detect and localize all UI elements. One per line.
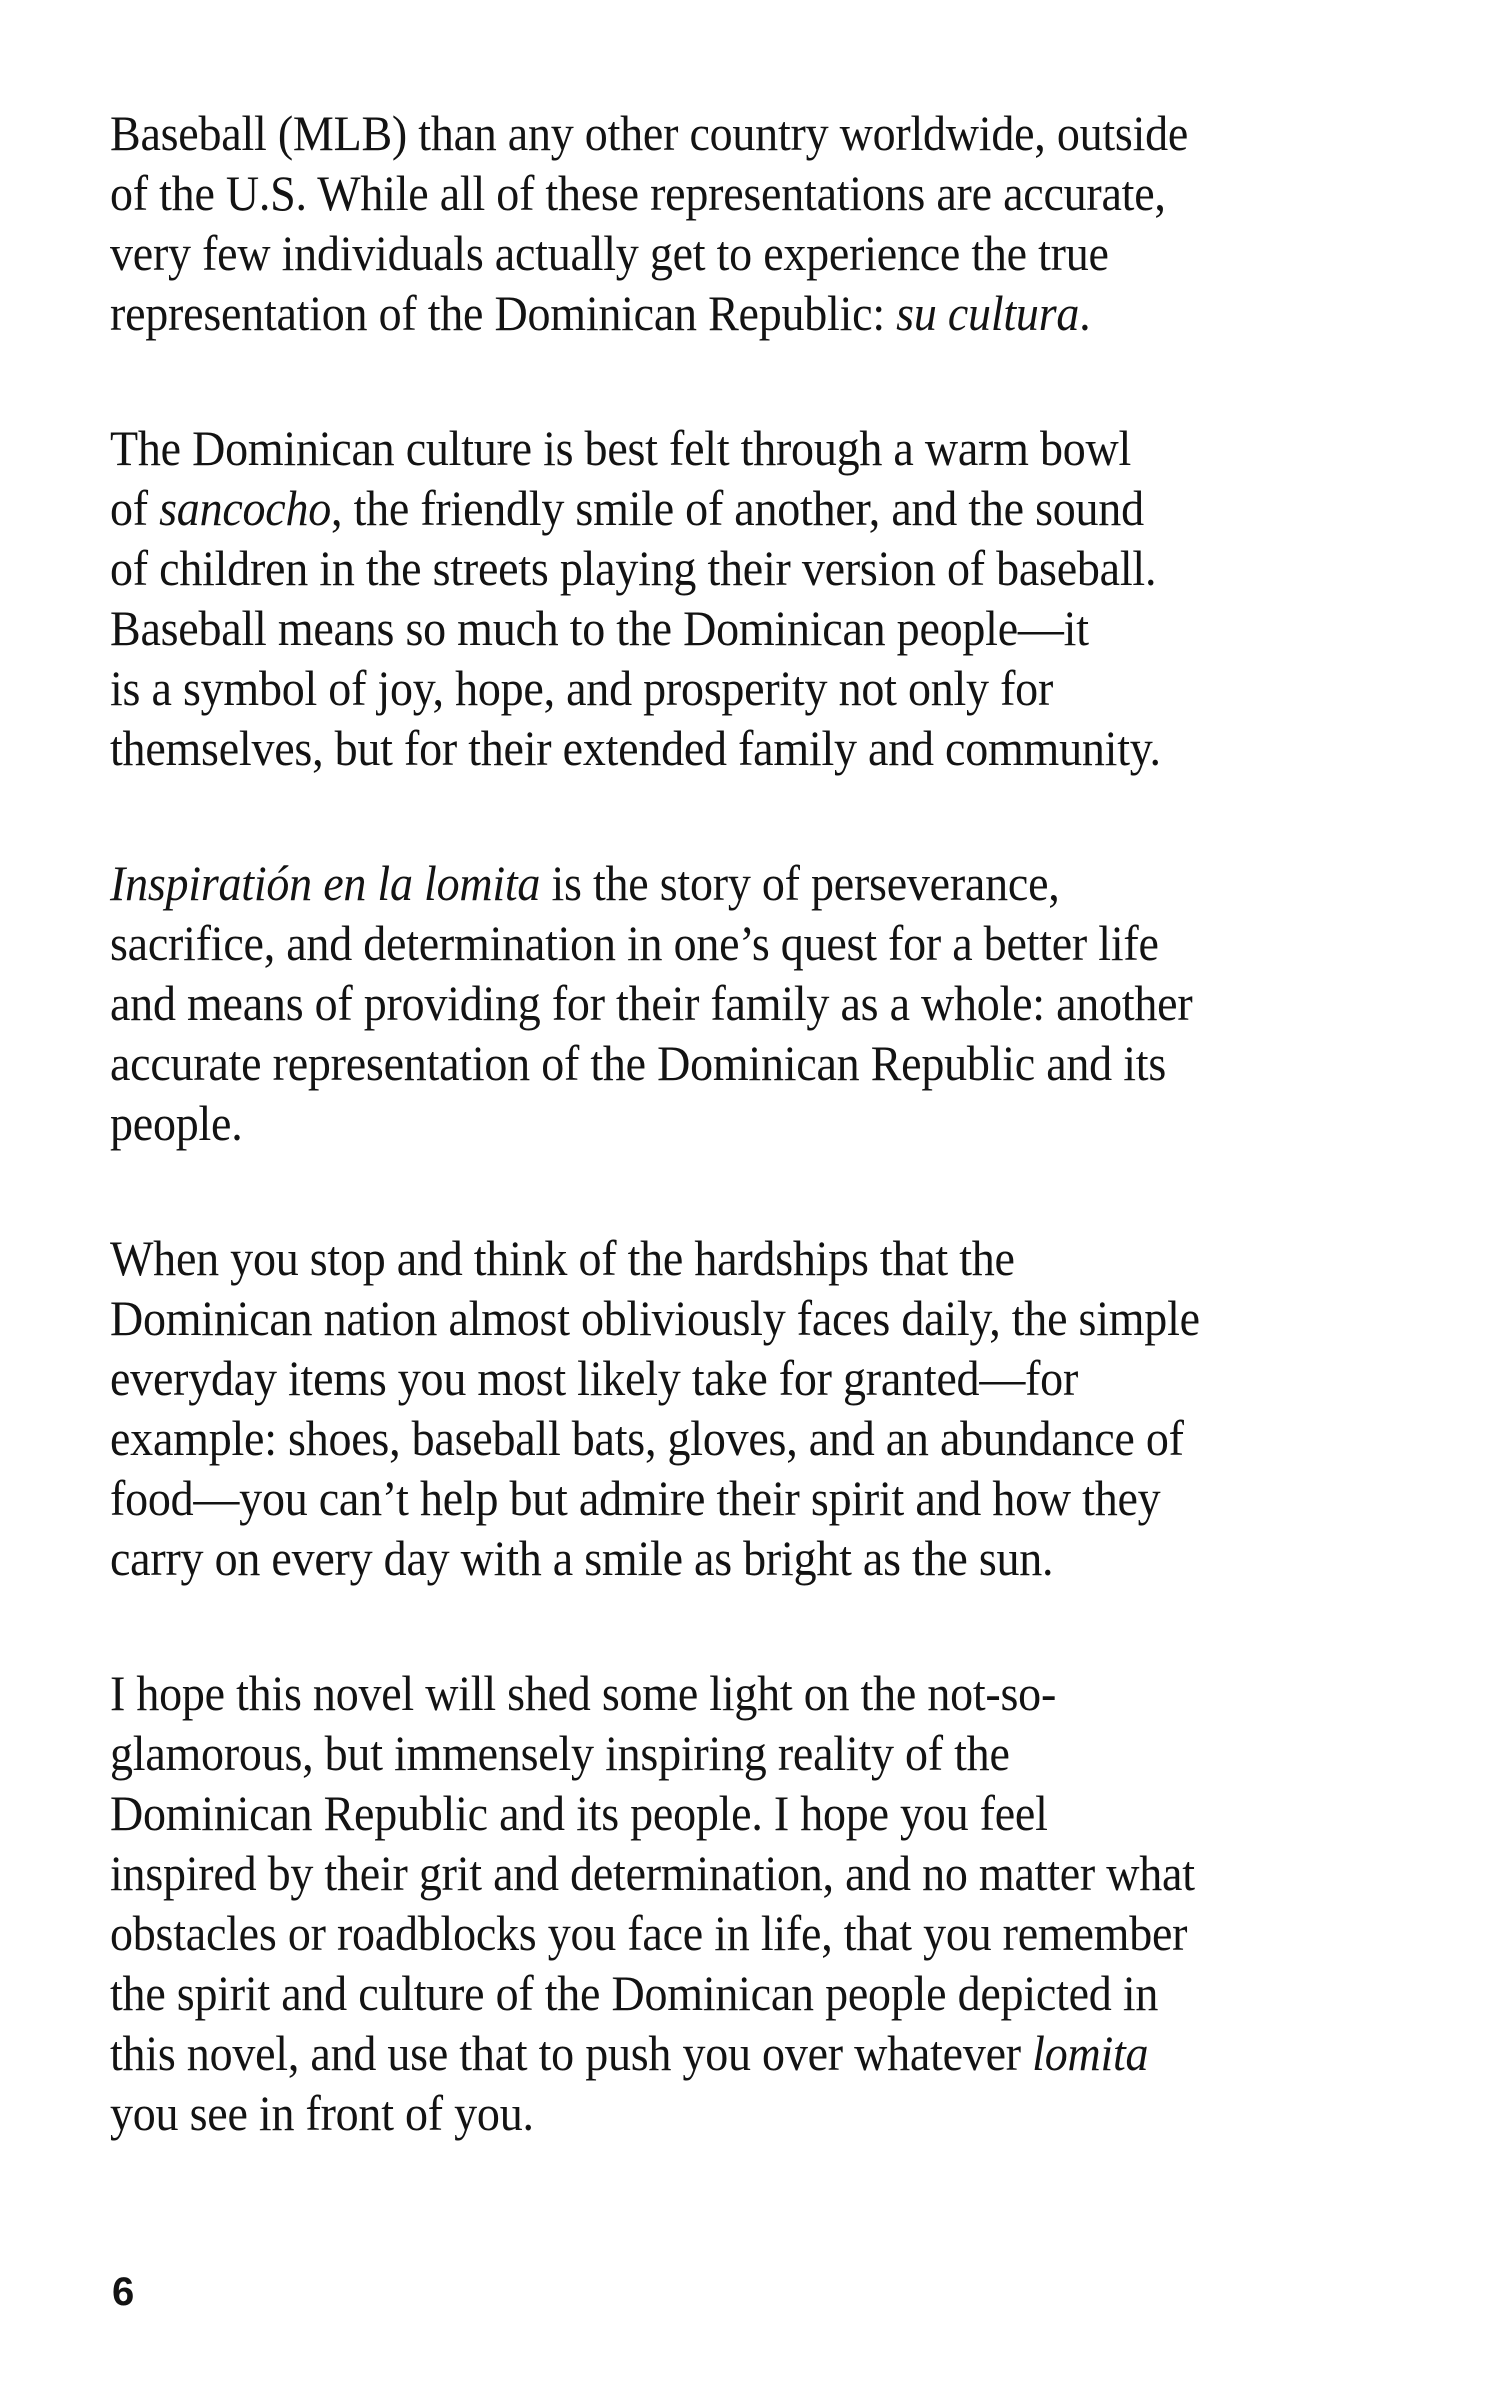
text-line <box>110 718 1200 778</box>
line-text: When you stop and think of the hardships that the <box>110 1230 1015 1286</box>
line-text: glamorous, but immensely inspiring reality of the <box>110 1725 1010 1781</box>
line-text: Dominican nation almost obliviously faces daily, the simple <box>110 1290 1200 1346</box>
line-text: accurate representation of the Dominican Republic and its <box>110 1035 1166 1091</box>
line-text: I hope this novel will shed some light on the not-so- <box>110 1665 1057 1721</box>
text-line <box>110 1228 1200 1288</box>
line-text: you see in front of you. <box>110 2085 534 2141</box>
paragraph-2 <box>110 418 1295 778</box>
line-text: of the U.S. While all of these representations are accurate, <box>110 165 1166 221</box>
text-line <box>110 1783 1200 1843</box>
paragraph-1 <box>110 103 1295 343</box>
text-line <box>110 478 1200 538</box>
text-line <box>110 973 1200 1033</box>
text-line <box>110 913 1200 973</box>
page-text <box>110 103 1295 2143</box>
line-text: themselves, but for their extended family and community. <box>110 720 1161 776</box>
line-text: representation of the Dominican Republic: <box>110 285 897 341</box>
line-text: the spirit and culture of the Dominican people depicted in <box>110 1965 1159 2021</box>
text-line <box>110 103 1200 163</box>
line-text: sacrifice, and determination in one’s quest for a better life <box>110 915 1159 971</box>
line-text: carry on every day with a smile as bright as the sun. <box>110 1530 1054 1586</box>
text-line <box>110 1528 1200 1588</box>
text-line <box>110 1843 1200 1903</box>
text-line <box>110 418 1200 478</box>
line-text: people. <box>110 1095 243 1151</box>
line-text: obstacles or roadblocks you face in life, that you remember <box>110 1905 1188 1961</box>
text-line <box>110 2083 1200 2143</box>
paragraph-4 <box>110 1228 1295 1588</box>
text-line <box>110 223 1200 283</box>
text-line <box>110 1903 1200 1963</box>
line-text: and means of providing for their family as a whole: another <box>110 975 1193 1031</box>
text-line <box>110 1348 1200 1408</box>
text-line <box>110 658 1200 718</box>
line-text: , the friendly smile of another, and the sound <box>331 480 1144 536</box>
text-line <box>110 1093 1200 1153</box>
line-text: The Dominican culture is best felt through a warm bowl <box>110 420 1132 476</box>
line-text: example: shoes, baseball bats, gloves, and an abundance of <box>110 1410 1184 1466</box>
text-line <box>110 283 1200 343</box>
line-text: Baseball means so much to the Dominican people—it <box>110 600 1089 656</box>
paragraph-3 <box>110 853 1295 1153</box>
text-line <box>110 1288 1200 1348</box>
text-line <box>110 853 1200 913</box>
text-line <box>110 1033 1200 1093</box>
line-text: is a symbol of joy, hope, and prosperity not only for <box>110 660 1054 716</box>
text-line <box>110 1723 1200 1783</box>
line-text: Dominican Republic and its people. I hope you feel <box>110 1785 1048 1841</box>
line-text: of <box>110 480 160 536</box>
italic-phrase: su cultura <box>896 285 1080 341</box>
text-line <box>110 1468 1200 1528</box>
text-line <box>110 1963 1200 2023</box>
line-text: food—you can’t help but admire their spirit and how they <box>110 1470 1161 1526</box>
line-text: is the story of perseverance, <box>540 855 1060 911</box>
text-line <box>110 1408 1200 1468</box>
line-text: . <box>1079 285 1091 341</box>
text-line <box>110 163 1200 223</box>
text-line <box>110 538 1200 598</box>
line-text: everyday items you most likely take for granted—for <box>110 1350 1079 1406</box>
text-line <box>110 2023 1200 2083</box>
text-line <box>110 1663 1200 1723</box>
line-text: inspired by their grit and determination, and no matter what <box>110 1845 1195 1901</box>
page-number: 6 <box>112 2270 135 2314</box>
line-text: this novel, and use that to push you over whatever <box>110 2025 1033 2081</box>
italic-book-title: Inspiratión en la lomita <box>110 855 541 911</box>
text-line <box>110 598 1200 658</box>
paragraph-5 <box>110 1663 1295 2143</box>
line-text: Baseball (MLB) than any other country worldwide, outside <box>110 105 1189 161</box>
italic-phrase: lomita <box>1032 2025 1149 2081</box>
line-text: very few individuals actually get to experience the true <box>110 225 1109 281</box>
line-text: of children in the streets playing their version of baseball. <box>110 540 1157 596</box>
italic-phrase: sancocho <box>159 480 332 536</box>
